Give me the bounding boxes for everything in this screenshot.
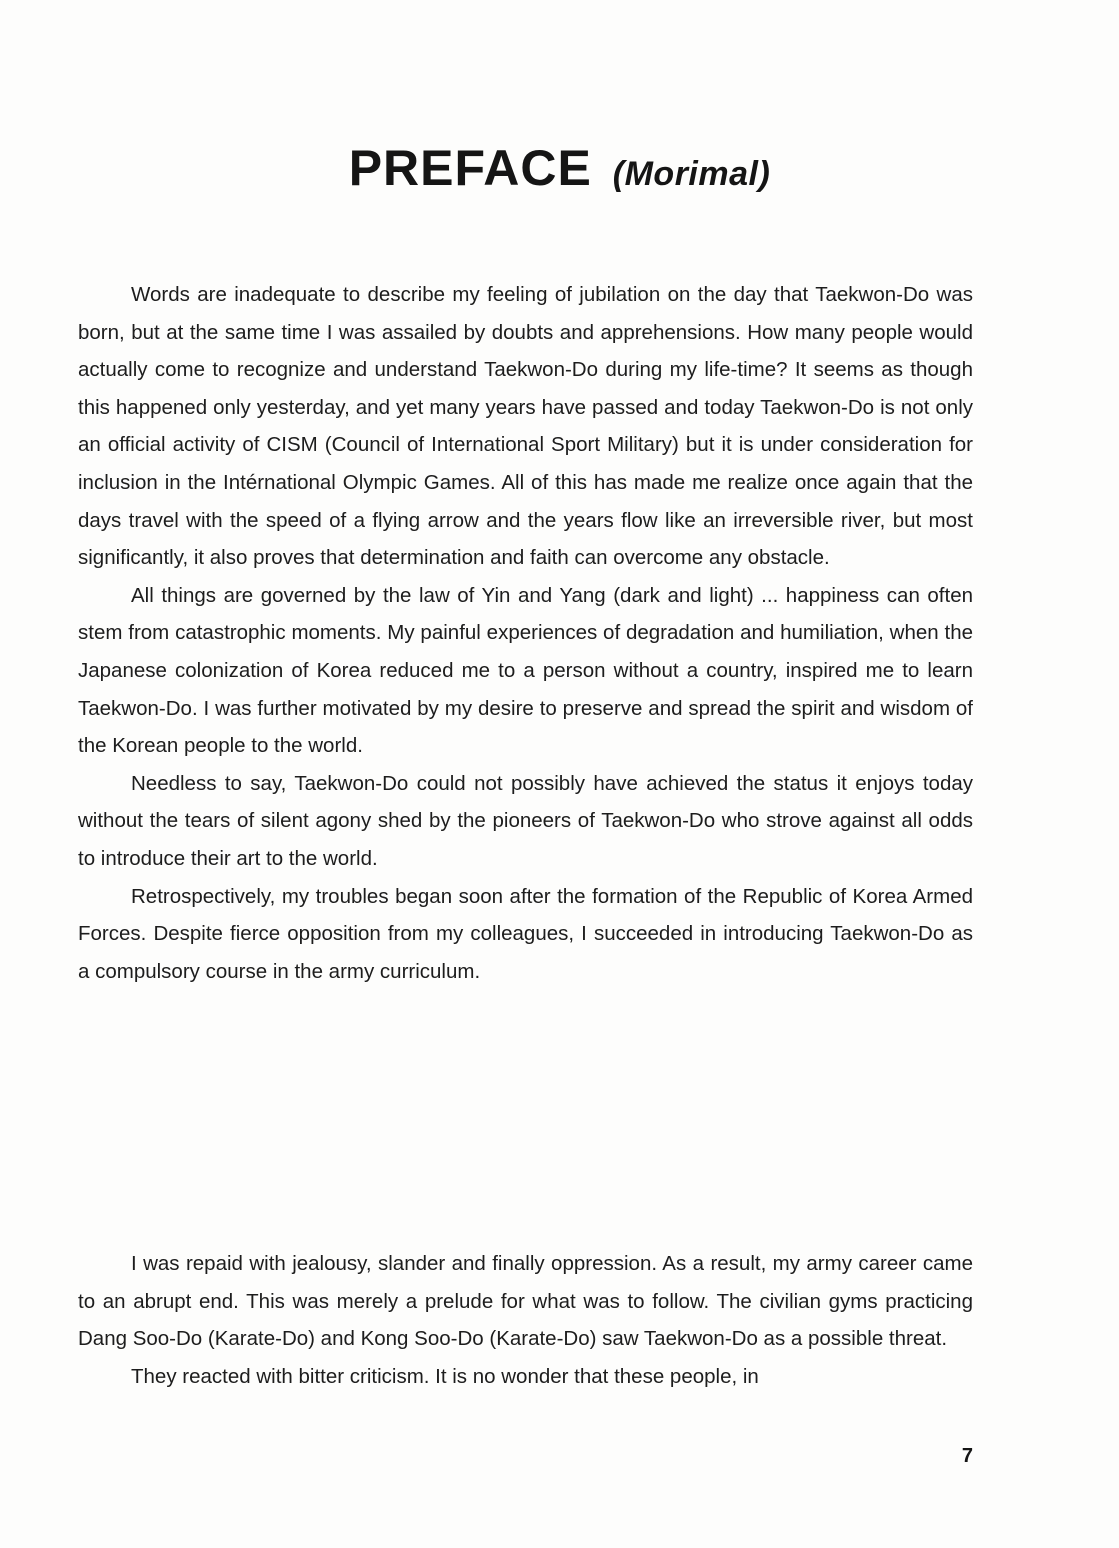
title-main: PREFACE — [348, 140, 592, 196]
paragraph-3: Needless to say, Taekwon-Do could not possibly have achieved the status it enjoys today without the tears of silent agony shed by the pioneers of Taekwon-Do who strove against all odds to introduce their art to the world. — [78, 771, 973, 870]
paragraph-2: All things are governed by the law of Yin and Yang (dark and light) ... happiness can often stem from catastrophic moments. My painful experiences of degradation and humiliation, when the Japanese colonization of Korea reduced me to a person without a country, inspired me to learn Taekwon-Do. I was further motivated by my desire to preserve and spread the spirit and wisdom of the Korean people to the world. — [78, 583, 973, 758]
text-block-upper — [78, 276, 973, 990]
page-title — [0, 138, 1119, 204]
text-block-lower — [78, 1245, 973, 1395]
page-number: 7 — [961, 1445, 973, 1467]
paragraph-5: I was repaid with jealousy, slander and finally oppression. As a result, my army career came to an abrupt end. This was merely a prelude for what was to follow. The civilian gyms practicing Dang Soo-Do (Karate-Do) and Kong Soo-Do (Karate-Do) saw Taekwon-Do as a possible threat. — [78, 1252, 973, 1351]
paragraph-6: They reacted with bitter criticism. It is no wonder that these people, in — [131, 1364, 759, 1388]
paragraph-1: Words are inadequate to describe my feeling of jubilation on the day that Taekwon-Do was born, but at the same time I was assailed by doubts and apprehensions. How many people would actually come to recognize and understand Taekwon-Do during my life-time? It seems as though this happened only yesterday, and yet many years have passed and today Taekwon-Do is not only an official activity of CISM (Council of International Sport Military) but it is under consideration for inclusion in the Intérnational Olympic Games. All of this has made me realize once again that the days travel with the speed of a flying arrow and the years flow like an irreversible river, but most significantly, it also proves that determination and faith can overcome any obstacle. — [78, 283, 973, 570]
title-subtitle: (Morimal) — [612, 155, 771, 193]
paragraph-4: Retrospectively, my troubles began soon after the formation of the Republic of Korea Armed Forces. Despite fierce opposition from my colleagues, I succeeded in introducing Taekwon-Do as a compulsory course in the army curriculum. — [78, 884, 973, 983]
